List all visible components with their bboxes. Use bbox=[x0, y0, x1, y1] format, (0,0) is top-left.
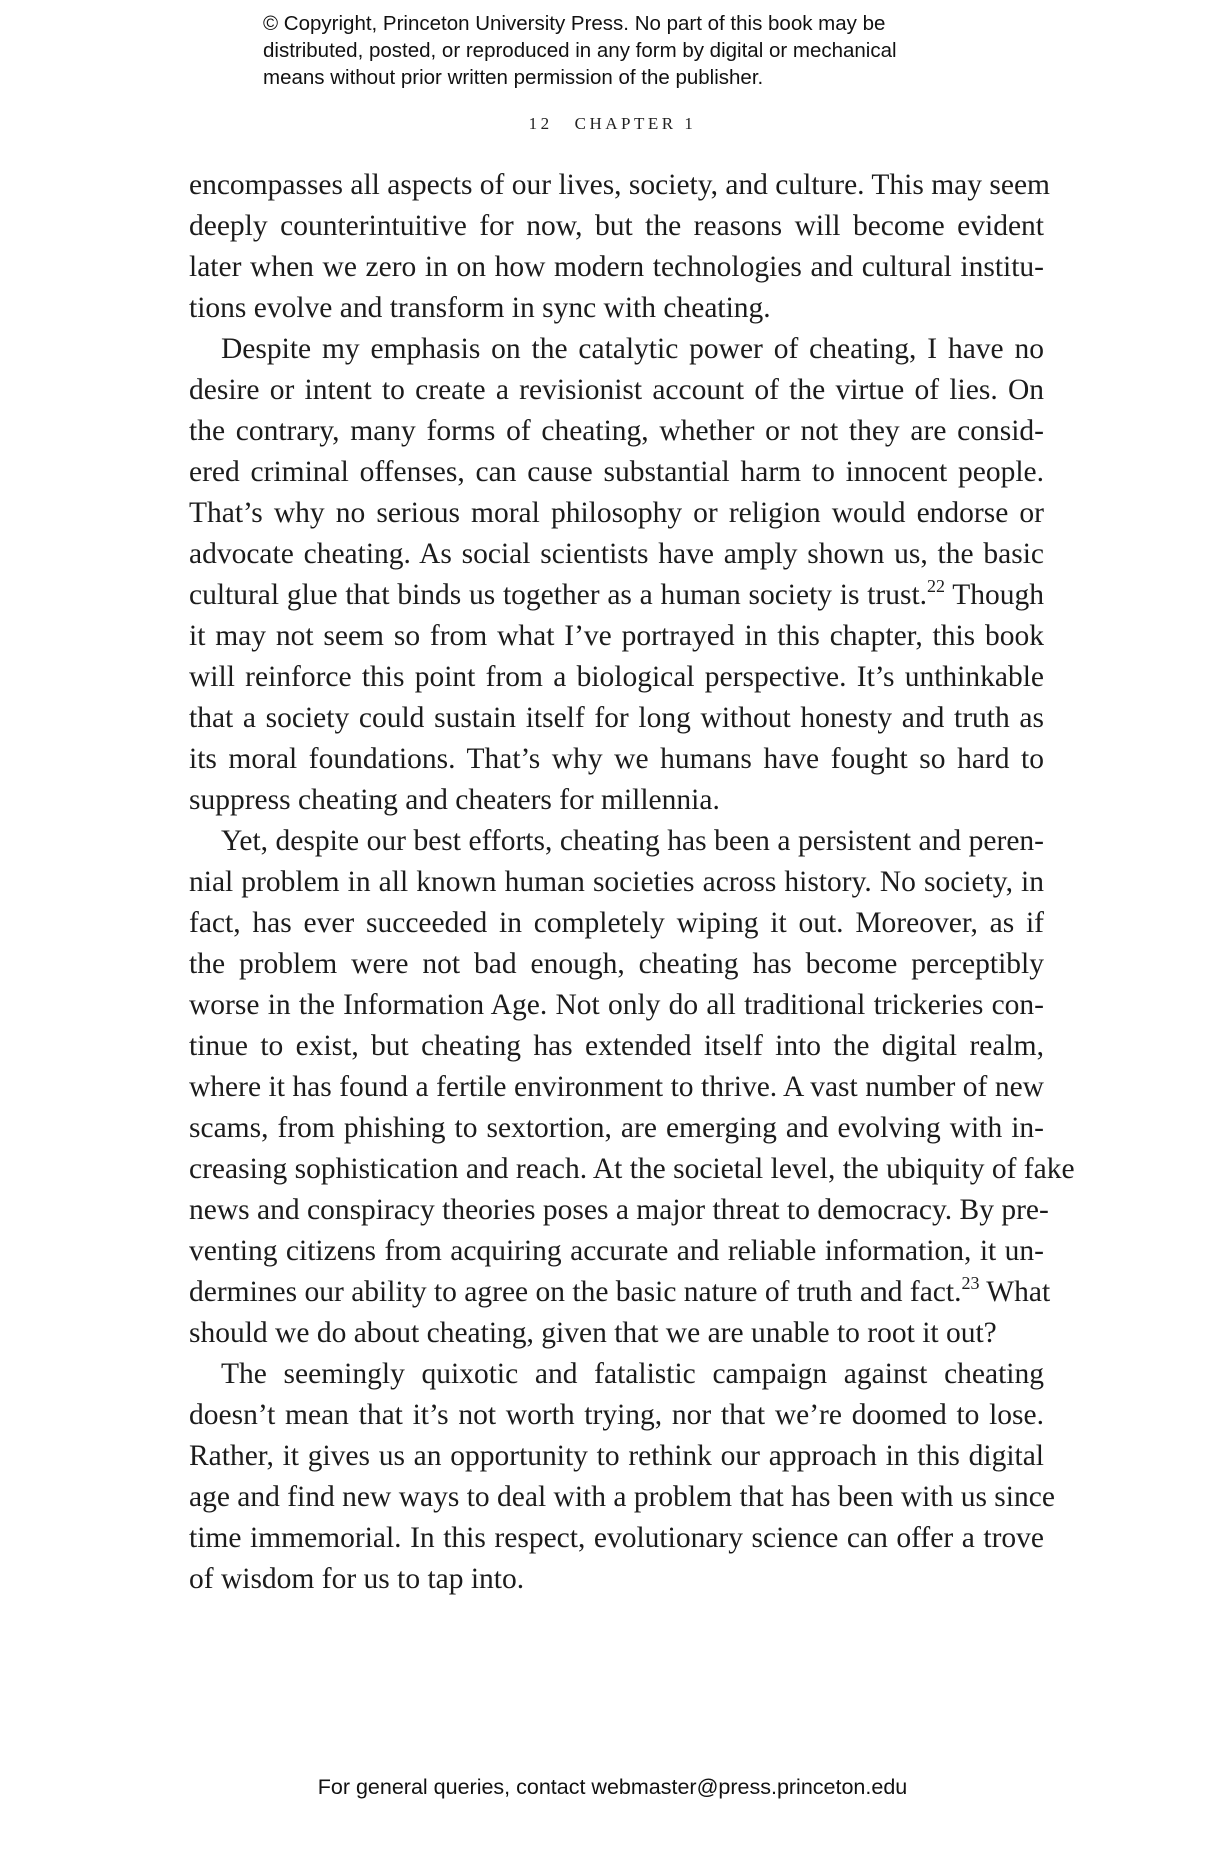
text-line: that a society could sustain itself for long without honesty and truth as bbox=[189, 702, 1044, 734]
text-line-with-footnote bbox=[189, 575, 1044, 616]
text-segment: dermines our ability to agree on the basic nature of truth and fact. bbox=[189, 1276, 962, 1308]
text-segment: What bbox=[979, 1276, 1051, 1308]
text-line: desire or intent to create a revisionist account of the virtue of lies. On bbox=[189, 374, 1044, 406]
text-line: where it has found a fertile environment to thrive. A vast number of new bbox=[189, 1071, 1044, 1103]
text-line: news and conspiracy theories poses a major threat to democracy. By pre- bbox=[189, 1194, 1049, 1226]
text-line: scams, from phishing to sextortion, are emerging and evolving with in- bbox=[189, 1112, 1044, 1144]
text-line: worse in the Information Age. Not only do all traditional trickeries con- bbox=[189, 989, 1044, 1021]
text-line: time immemorial. In this respect, evolutionary science can offer a trove bbox=[189, 1522, 1044, 1554]
text-line: That’s why no serious moral philosophy or religion would endorse or bbox=[189, 497, 1044, 529]
text-line: The seemingly quixotic and fatalistic campaign against cheating bbox=[221, 1358, 1044, 1390]
text-line: the contrary, many forms of cheating, whether or not they are consid- bbox=[189, 415, 1044, 447]
copyright-line: distributed, posted, or reproduced in any form by digital or mechanical bbox=[263, 39, 897, 62]
text-line: ered criminal offenses, can cause substantial harm to innocent people. bbox=[189, 456, 1044, 488]
footer-contact: For general queries, contact webmaster@press.princeton.edu bbox=[317, 1775, 908, 1799]
footnote-ref-23: 23 bbox=[961, 1273, 980, 1293]
text-segment: Though bbox=[945, 579, 1044, 611]
copyright-notice bbox=[263, 10, 1023, 91]
text-line: suppress cheating and cheaters for millennia. bbox=[189, 784, 720, 816]
chapter-label: CHAPTER 1 bbox=[574, 114, 697, 133]
body-text bbox=[189, 165, 1075, 1600]
text-line: Despite my emphasis on the catalytic power of cheating, I have no bbox=[221, 333, 1044, 365]
footnote-ref-22: 22 bbox=[927, 576, 946, 596]
running-head bbox=[0, 114, 1225, 134]
text-line: fact, has ever succeeded in completely wiping it out. Moreover, as if bbox=[189, 907, 1044, 939]
text-line: it may not seem so from what I’ve portrayed in this chapter, this book bbox=[189, 620, 1044, 652]
text-segment: cultural glue that binds us together as a human society is trust. bbox=[189, 579, 928, 611]
text-line: nial problem in all known human societies across history. No society, in bbox=[189, 866, 1044, 898]
text-line: later when we zero in on how modern technologies and cultural institu- bbox=[189, 251, 1044, 283]
text-line: encompasses all aspects of our lives, society, and culture. This may seem bbox=[189, 169, 1051, 201]
text-line: Yet, despite our best efforts, cheating has been a persistent and peren- bbox=[221, 825, 1044, 857]
text-line: the problem were not bad enough, cheating has become perceptibly bbox=[189, 948, 1044, 980]
text-line: Rather, it gives us an opportunity to rethink our approach in this digital bbox=[189, 1440, 1044, 1472]
page-number: 12 bbox=[528, 114, 553, 133]
text-line: will reinforce this point from a biological perspective. It’s unthinkable bbox=[189, 661, 1044, 693]
text-line: tinue to exist, but cheating has extended itself into the digital realm, bbox=[189, 1030, 1044, 1062]
text-line: creasing sophistication and reach. At the societal level, the ubiquity of fake bbox=[189, 1153, 1075, 1185]
text-line: advocate cheating. As social scientists have amply shown us, the basic bbox=[189, 538, 1044, 570]
copyright-line: © Copyright, Princeton University Press. No part of this book may be bbox=[263, 12, 886, 35]
copyright-line: means without prior written permission of the publisher. bbox=[263, 66, 764, 89]
text-line: should we do about cheating, given that we are unable to root it out? bbox=[189, 1317, 997, 1349]
text-line: age and find new ways to deal with a problem that has been with us since bbox=[189, 1481, 1055, 1513]
text-line: of wisdom for us to tap into. bbox=[189, 1563, 525, 1595]
text-line: venting citizens from acquiring accurate and reliable information, it un- bbox=[189, 1235, 1044, 1267]
text-line-with-footnote bbox=[189, 1272, 1051, 1313]
text-line: deeply counterintuitive for now, but the reasons will become evident bbox=[189, 210, 1044, 242]
text-line: its moral foundations. That’s why we humans have fought so hard to bbox=[189, 743, 1044, 775]
text-line: doesn’t mean that it’s not worth trying, nor that we’re doomed to lose. bbox=[189, 1399, 1044, 1431]
text-line: tions evolve and transform in sync with cheating. bbox=[189, 292, 771, 324]
